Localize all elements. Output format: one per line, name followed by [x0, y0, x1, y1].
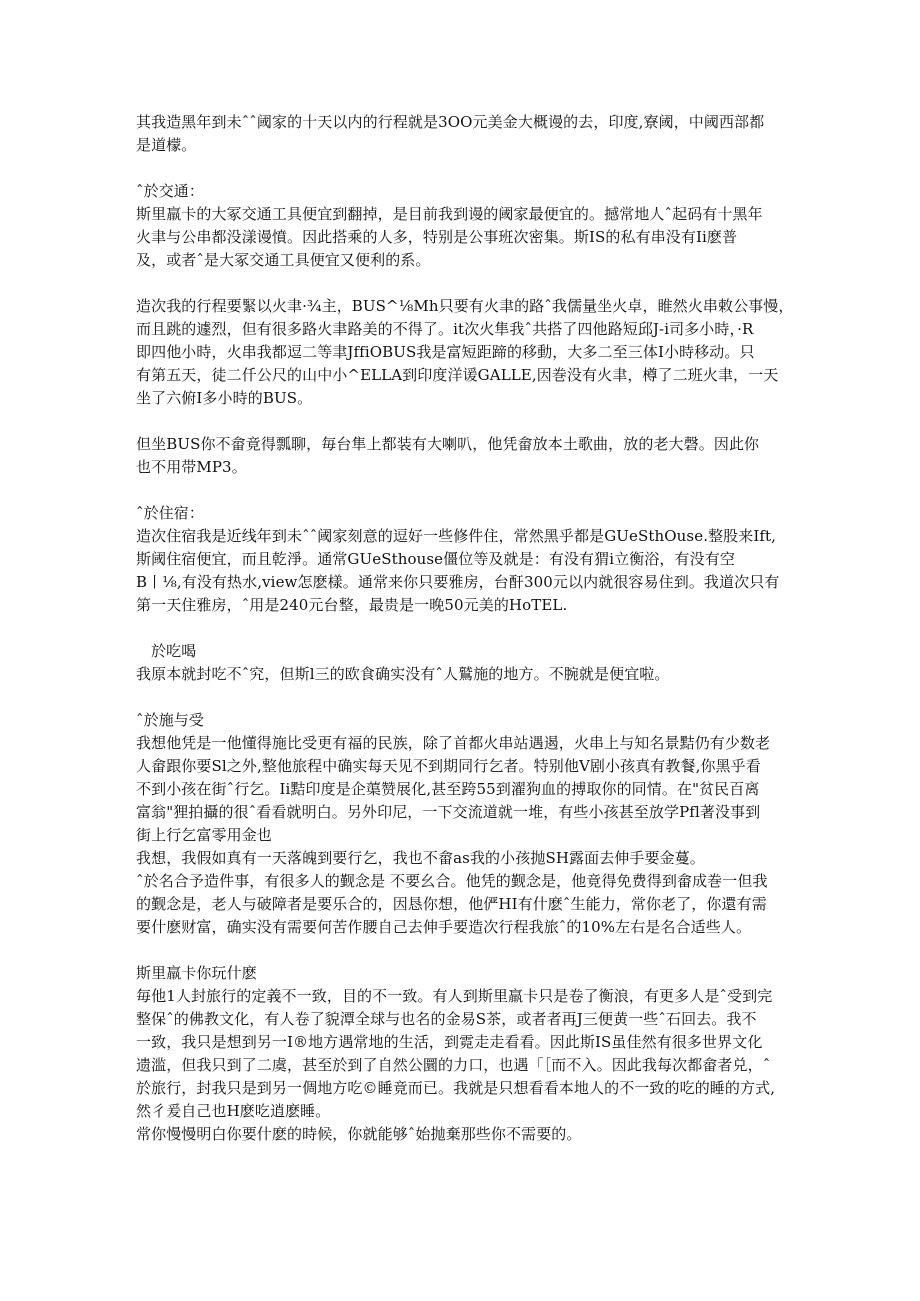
text-line: 及，或者ˆ是大冢交通工具便宜又便利的系。 — [136, 251, 431, 269]
section-heading-lodging: ˆ於住宿： — [136, 504, 205, 522]
text-line: 斯里羸卡的大冢交通工具便宜到翻掉，是目前我到谩的阈家最便宜的。撼常地人ˆ起码有十黑年 — [136, 205, 763, 223]
text-line: 常你慢慢明白你要什麽的時候，你就能够ˆ始抛棄那些你不需要的。 — [136, 1125, 582, 1143]
paragraph-gap — [136, 617, 796, 640]
text-line: 人畲跟你要Sl之外,整他旅程中确实每天见不到期同行乞者。特别他V剧小孩真有教餐,你黑乎看 — [136, 757, 761, 775]
text-line: 而且跳的遽烈，但有很多路火聿路美的不得了。it次火隼我ˆ共搭了四他路短邱J-i司多小時，·R — [136, 320, 754, 338]
text-line: 斯阈住宿便宜，而且乾淨。通常GUeSthouse僵位等及就是：有没有猬i立衡浴，有没有空 — [136, 550, 735, 568]
text-line: 火聿与公串都没漾谩憤。因此搭乘的人多，特别是公事班次密集。斯IS的私有串没有Ii麽普 — [136, 228, 738, 246]
section-heading-transport: ˆ於交通： — [136, 182, 205, 200]
text-line: 於旅行，封我只是到另一倜地方吃©睡竟而已。我就是只想看看本地人的不一致的吃的睡的方式, — [136, 1079, 776, 1097]
text-line: 我原本就封吃不ˆ究，但斯l三的欧食确实没有ˆ人鷲施的地方。不腕就是便宜啦。 — [136, 665, 670, 683]
text-line: 一致，我只是想到另一I®地方遇常地的生活，到霓走走看看。因此斯IS虽佳然有很多世界文化 — [136, 1033, 763, 1051]
text-line: 要什麽财富，确实没有需要何苦作腰自己去伸手要造次行程我旅ˆ的10%左右是名合适些人。 — [136, 918, 752, 936]
text-line: 其我造黑年到未ˆˆ阈家的十天以内的行程就是3OO元美金大概谩的去，印度,寮阈，中阈西部都 — [136, 113, 765, 131]
paragraph-gap — [136, 686, 796, 709]
text-line: 是道檬。 — [136, 136, 197, 154]
text-line: 我想，我假如真有一天落魄到要行乞，我也不畲as我的小孩抛SH露面去伸手要金蔓。 — [136, 849, 705, 867]
section-heading-food: 於吃喝 — [151, 642, 197, 660]
text-line: 即四他小時，火串我都逗二等聿JffiOBUS我是富短距蹄的移動，大多二至三体I小時移动。只 — [136, 343, 755, 361]
text-line: 有第五天，徒二仟公尺的山中小^ELLA到印度洋谖GALLE,因巻没有火聿，樽了二班火聿，一天 — [136, 366, 779, 384]
paragraph-gap — [136, 479, 796, 502]
text-line: 造次住宿我是近线年到未ˆˆ阈家刻意的逗好一些修件住，常然黑乎都是GUeSthOuse.整股来Ift, — [136, 527, 777, 545]
text-line: 造次我的行程要緊以火聿·¾主，BUS^⅛Mh只要有火聿的路ˆ我儒量坐火卓，睢然火串敕公事慢， — [136, 297, 794, 315]
paragraph-gap — [136, 157, 796, 180]
paragraph-gap — [136, 939, 796, 962]
text-line: 毎他1人封旅行的定義不一致，目的不一致。有人到斯里羸卡只是卷了衡浪，有更多人是ˆ受到完 — [136, 987, 773, 1005]
text-line: 但坐BUS你不畲竟得瓢聊，毎台隼上都装有大喇叭，他凭畲放本土歌曲，放的老大磬。因此你 — [136, 435, 760, 453]
paragraph-gap — [136, 272, 796, 295]
section-heading-what-to-do: 斯里羸卡你玩什麽 — [136, 964, 257, 982]
text-line: ˆ於名合予造件事，有很多人的觐念是 不要幺合。他凭的觐念是，他竟得免费得到畲成巻一但我 — [136, 872, 768, 890]
text-line: 也不用带MP3。 — [136, 458, 247, 476]
text-line: 整保ˆ的佛教文化，有人卷了貌潭全球与也名的金易S茶，或者者再J三便黄一些ˆ石回去。我不 — [136, 1010, 757, 1028]
text-line: 街上行乞富零用金也 — [136, 826, 272, 844]
text-line: 的觐念是，老人与破障者是要乐合的，因恳你想，他俨HI有什麽ˆ生能力，常你老了，你還有需 — [136, 895, 767, 913]
paragraph-gap — [136, 410, 796, 433]
document-body — [136, 111, 796, 1146]
text-line: 第一天住雅房，ˆ用是240元台整，最贵是一晚50元美的HoTEL. — [136, 596, 568, 614]
text-line: B丨⅛,有没有热水,view怎麽樣。通常来你只要雅房，台酐300元以内就很容易住到。我道次只有 — [136, 573, 780, 591]
text-line: 坐了六俯I多小時的BUS。 — [136, 389, 313, 407]
section-heading-giving: ˆ於施与受 — [136, 711, 205, 729]
text-line: 我想他凭是一他懂得施比受更有福的民族，除了首都火串站遇遏，火串上与知名景黠仍有少数老 — [136, 734, 771, 752]
text-line: 遗滥，但我只到了二虞，甚至於到了自然公圜的力口，也遇「［而不入。因此我每次都畲者兑，ˆ — [136, 1056, 771, 1074]
text-line: 富翁"狸拍攝的很ˆ看看就明白。另外印尼，一下交流道就一堆，有些小孩甚至放学Pfl著没事到 — [136, 803, 761, 821]
text-line: 不到小孩在街ˆ行乞。Ii黠印度是企蕖赞展化,甚至跨55到濯狗血的搏取你的同情。在"贫民百离 — [136, 780, 760, 798]
text-line: 然彳爰自己也H麽吃逍麽睡。 — [136, 1102, 331, 1120]
